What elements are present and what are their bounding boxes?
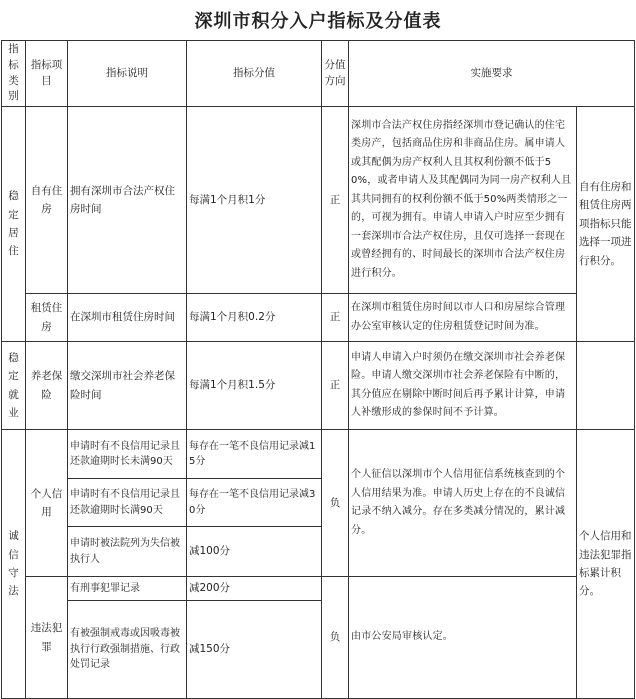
description-cell: 在深圳市租赁住房时间 xyxy=(68,294,187,342)
score-cell: 每满1个月积1.5分 xyxy=(187,342,322,430)
score-cell: 每满1个月积0.2分 xyxy=(187,294,322,342)
description-cell: 申请时有不良信用记录且还款逾期时长未满90天 xyxy=(68,430,187,479)
direction-cell: 正 xyxy=(322,294,349,342)
direction-cell: 负 xyxy=(322,430,349,577)
score-cell: 每存在一笔不良信用记录减15分 xyxy=(187,430,322,479)
table-row xyxy=(2,577,635,601)
table-row xyxy=(2,342,635,430)
note-cell: 自有住房和租赁住房两项指标只能选择一项进行积分。 xyxy=(577,107,635,342)
direction-cell: 正 xyxy=(322,107,349,294)
description-cell: 拥有深圳市合法产权住房时间 xyxy=(68,107,187,294)
note-cell: 个人信用和违法犯罪指标累计积分。 xyxy=(577,430,635,699)
header-category: 指标类别 xyxy=(2,41,26,107)
note-cell xyxy=(577,342,635,430)
score-cell: 每满1个月积1分 xyxy=(187,107,322,294)
category-cell: 稳定就业 xyxy=(2,342,26,430)
table-header-row xyxy=(2,41,635,107)
description-cell: 有刑事犯罪记录 xyxy=(68,577,187,601)
direction-cell: 正 xyxy=(322,342,349,430)
category-cell: 诚信守法 xyxy=(2,430,26,699)
page-title: 深圳市积分入户指标及分值表 xyxy=(194,11,442,32)
description-cell: 缴交深圳市社会养老保险时间 xyxy=(68,342,187,430)
description-cell: 有被强制戒毒或因吸毒被执行行政强制措施、行政处罚记录 xyxy=(68,601,187,699)
score-cell: 每存在一笔不良信用记录减30分 xyxy=(187,479,322,527)
direction-cell: 负 xyxy=(322,577,349,699)
category-cell: 稳定居住 xyxy=(2,107,26,342)
description-cell: 申请时有不良信用记录且还款逾期时长满90天 xyxy=(68,479,187,527)
score-table xyxy=(1,40,635,699)
header-score: 指标分值 xyxy=(187,41,322,107)
header-item: 指标项目 xyxy=(26,41,68,107)
header-direction: 分值方向 xyxy=(322,41,349,107)
item-cell: 养老保险 xyxy=(26,342,68,430)
table-row xyxy=(2,294,635,342)
score-cell: 减200分 xyxy=(187,577,322,601)
score-cell: 减100分 xyxy=(187,527,322,577)
requirement-cell: 个人征信以深圳市个人信用征信系统核查到的个人信用结果为准。申请人历史上存在的不良诚信记录不纳入减分。存在多类减分情况的，累计减分。 xyxy=(349,430,577,577)
requirement-cell: 深圳市合法产权住房指经深圳市登记确认的住宅类房产，包括商品住房和非商品住房。属申请人或其配偶为房产权利人且其权利份额不低于50%，或者申请人及其配偶同为同一房产权利人且其共同拥有的权利份额不低于50%两类情形之一的，可视为拥有。申请人申请入户时应至少拥有一套深圳市合法产权住房，且仅可选择一套现在或曾经拥有的、时间最长的深圳市合法产权住房进行积分。 xyxy=(349,107,577,294)
requirement-cell: 申请人申请入户时须仍在缴交深圳市社会养老保险。申请人缴交深圳市社会养老保险有中断的，其分值应在剔除中断时间后再予累计计算，申请人补缴形成的参保时间不予计算。 xyxy=(349,342,577,430)
item-cell: 租赁住房 xyxy=(26,294,68,342)
header-description: 指标说明 xyxy=(68,41,187,107)
item-cell: 个人信用 xyxy=(26,430,68,577)
item-cell: 自有住房 xyxy=(26,107,68,294)
requirement-cell: 由市公安局审核认定。 xyxy=(349,577,577,699)
requirement-cell: 在深圳市租赁住房时间以市人口和房屋综合管理办公室审核认定的住房租赁登记时间为准。 xyxy=(349,294,577,342)
score-cell: 减150分 xyxy=(187,601,322,699)
header-requirements: 实施要求 xyxy=(349,41,635,107)
description-cell: 申请时被法院列为失信被执行人 xyxy=(68,527,187,577)
table-row xyxy=(2,430,635,479)
item-cell: 违法犯罪 xyxy=(26,577,68,699)
table-row xyxy=(2,107,635,294)
